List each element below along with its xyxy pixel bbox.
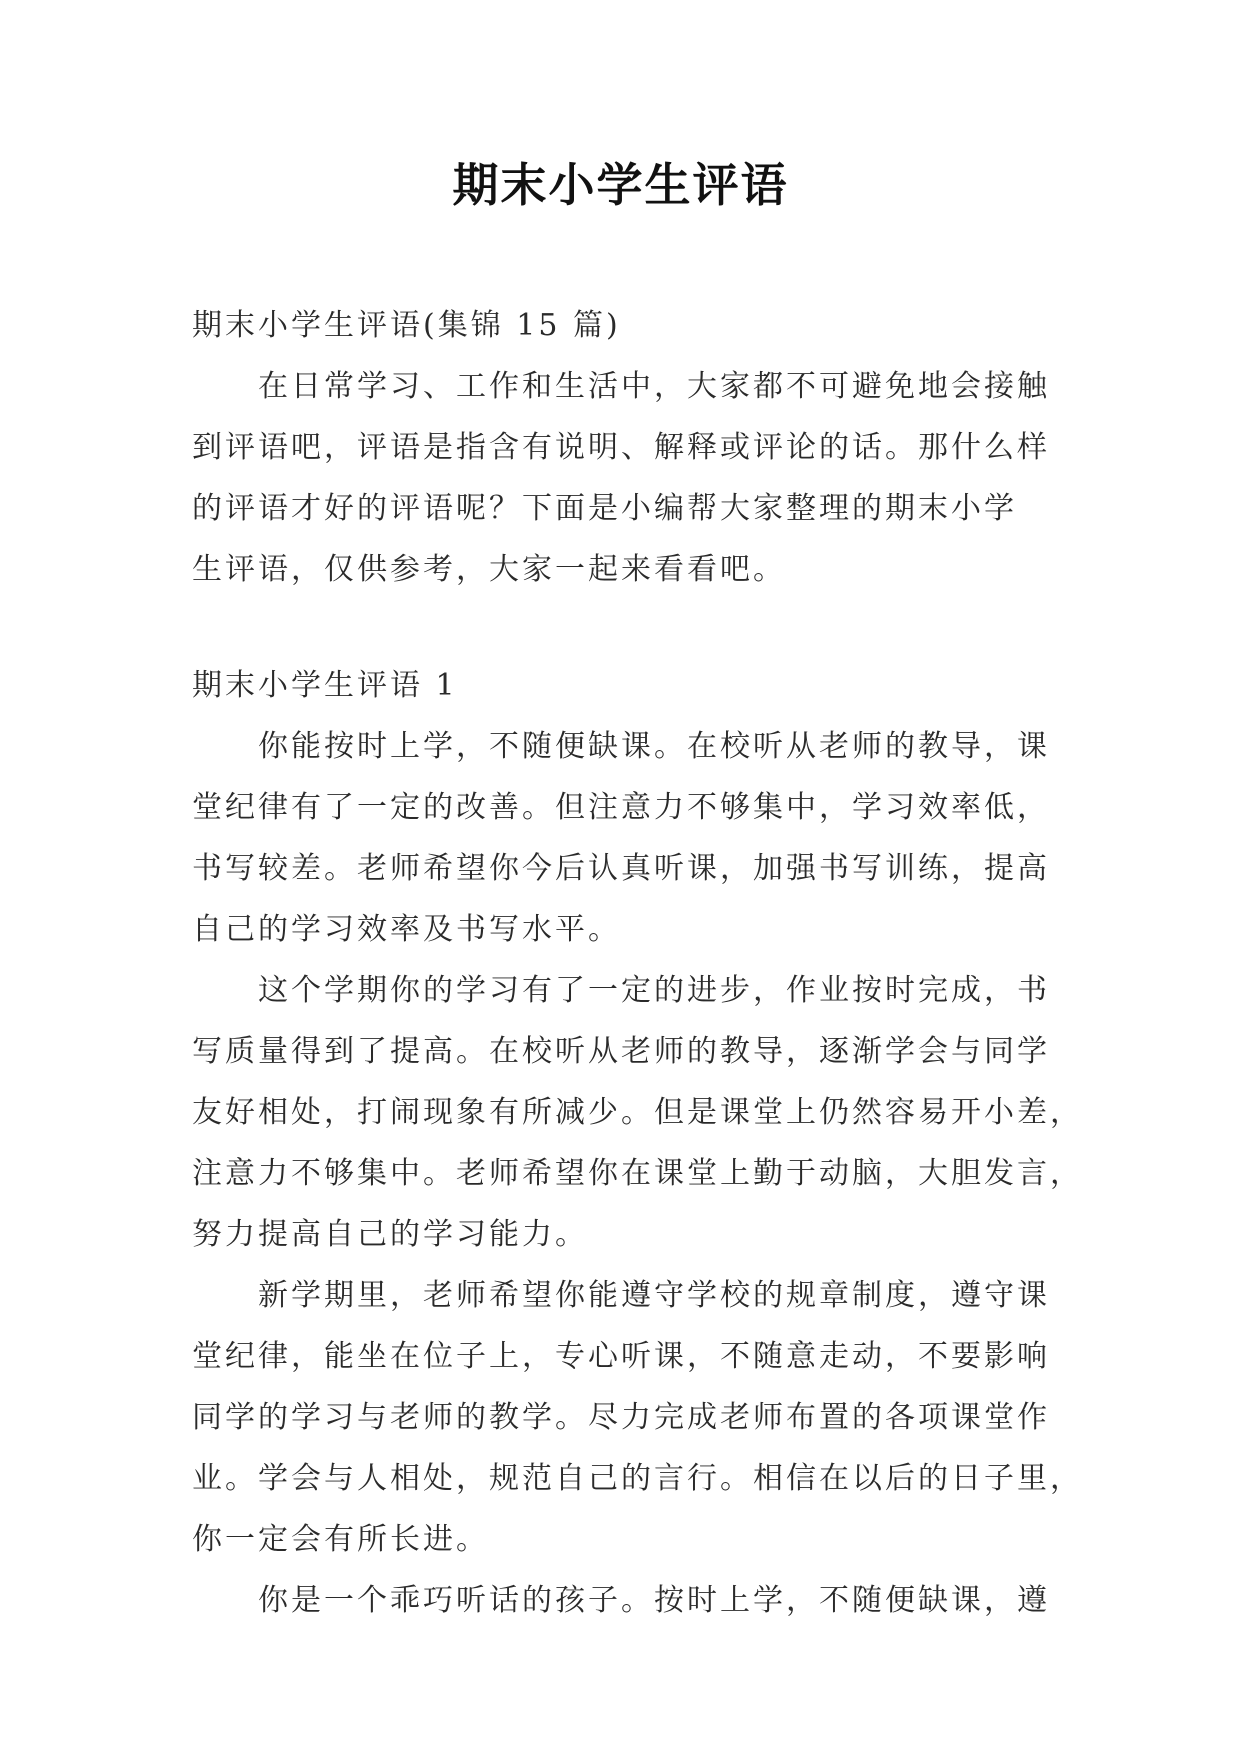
paragraph-line: 这个学期你的学习有了一定的进步，作业按时完成，书 <box>258 973 1050 1008</box>
paragraph-line: 同学的学习与老师的教学。尽力完成老师布置的各项课堂作 <box>192 1400 1050 1435</box>
paragraph-line: 业。学会与人相处，规范自己的言行。相信在以后的日子里， <box>192 1461 1083 1496</box>
intro-line: 生评语，仅供参考，大家一起来看看吧。 <box>192 552 786 587</box>
intro-line: 的评语才好的评语呢？下面是小编帮大家整理的期末小学 <box>192 491 1017 526</box>
section-spacer <box>192 600 1062 655</box>
intro-paragraph <box>192 356 1062 600</box>
comment-paragraph-2 <box>192 960 1083 1265</box>
paragraph-line: 写质量得到了提高。在校听从老师的教导，逐渐学会与同学 <box>192 1034 1050 1069</box>
comment-paragraph-1 <box>192 716 1062 960</box>
document-subtitle: 期末小学生评语(集锦 15 篇) <box>192 308 621 343</box>
section-heading: 期末小学生评语 1 <box>192 668 458 703</box>
paragraph-line: 努力提高自己的学习能力。 <box>192 1217 588 1252</box>
intro-line: 到评语吧，评语是指含有说明、解释或评论的话。那什么样 <box>192 430 1050 465</box>
comment-paragraph-3 <box>192 1265 1083 1570</box>
paragraph-line: 你是一个乖巧听话的孩子。按时上学，不随便缺课，遵 <box>258 1583 1050 1618</box>
paragraph-line: 注意力不够集中。老师希望你在课堂上勤于动脑，大胆发言， <box>192 1156 1083 1191</box>
intro-line: 在日常学习、工作和生活中，大家都不可避免地会接触 <box>258 369 1050 404</box>
paragraph-line: 自己的学习效率及书写水平。 <box>192 912 621 947</box>
document-title: 期末小学生评语 <box>452 158 789 212</box>
paragraph-line: 堂纪律，能坐在位子上，专心听课，不随意走动，不要影响 <box>192 1339 1050 1374</box>
paragraph-line: 你一定会有所长进。 <box>192 1522 489 1557</box>
paragraph-line: 友好相处，打闹现象有所减少。但是课堂上仍然容易开小差， <box>192 1095 1083 1130</box>
paragraph-line: 你能按时上学，不随便缺课。在校听从老师的教导，课 <box>258 729 1050 764</box>
paragraph-line: 堂纪律有了一定的改善。但注意力不够集中，学习效率低， <box>192 790 1050 825</box>
document-body <box>192 295 1083 1631</box>
comment-paragraph-4 <box>192 1570 1062 1631</box>
paragraph-line: 新学期里，老师希望你能遵守学校的规章制度，遵守课 <box>258 1278 1050 1313</box>
paragraph-line: 书写较差。老师希望你今后认真听课，加强书写训练，提高 <box>192 851 1050 886</box>
